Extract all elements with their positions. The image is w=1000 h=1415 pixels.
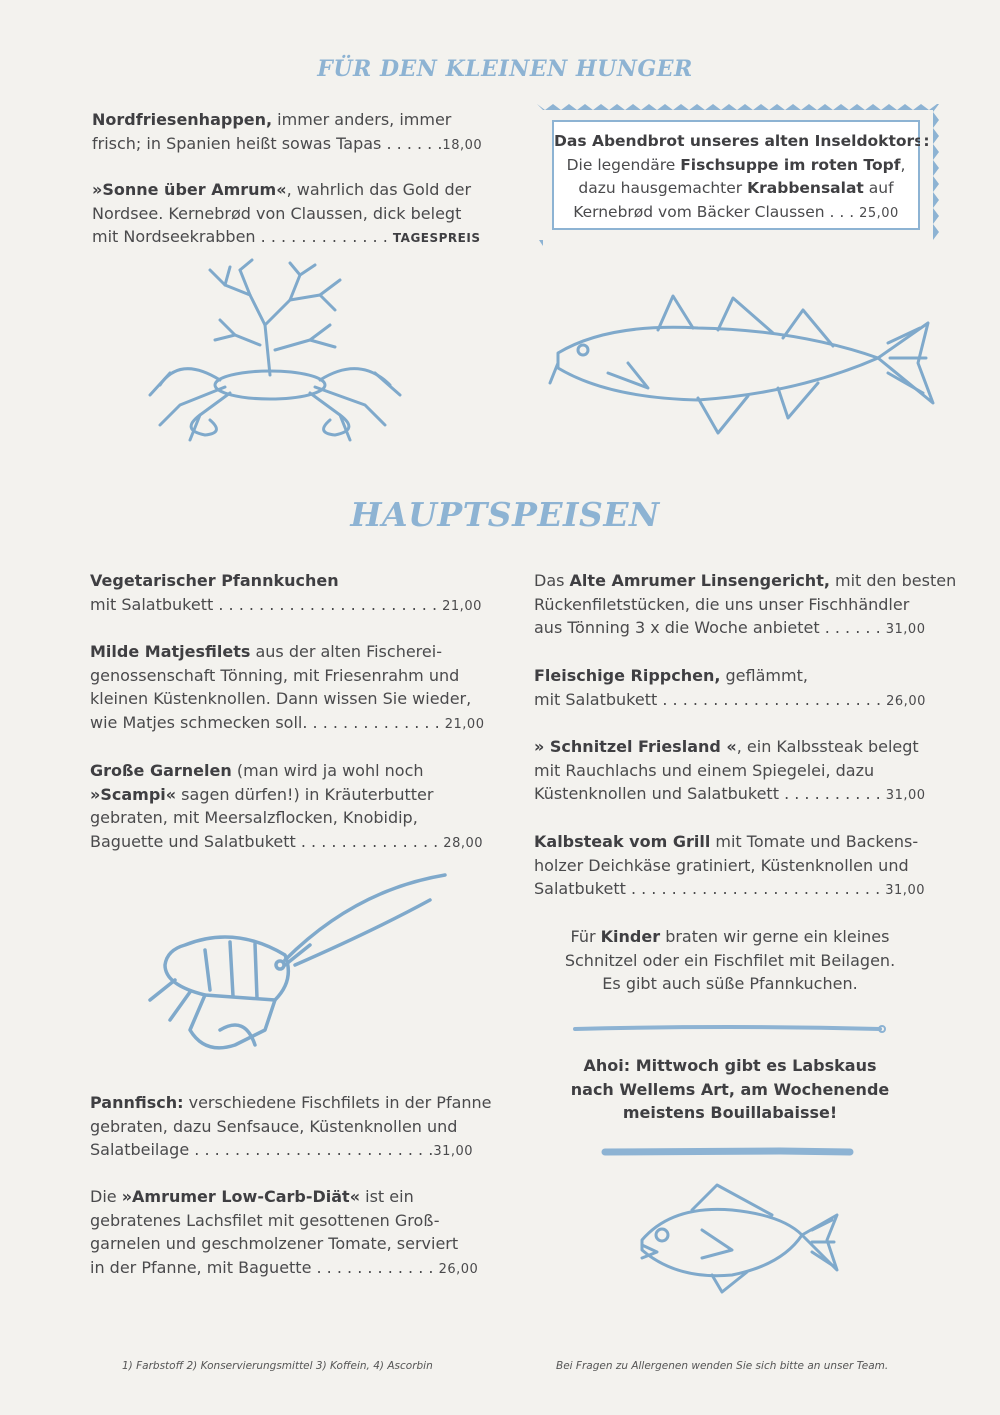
item-price: 31,00 — [433, 1144, 474, 1159]
item-price: 31,00 — [885, 788, 926, 803]
item-price: 26,00 — [886, 693, 926, 709]
item-price: 18,00 — [442, 137, 483, 153]
menu-item-grosse-garnelen: Große Garnelen (man wird ja wohl noch »Scampi« sagen dürfen!) in Kräuterbutter gebraten, mit Meersalzflocken, Knobidip, Baguette und Salatbukett . . . . . . . . . . . . . . 28,00 — [90, 761, 484, 851]
small-fish-illustration-icon — [632, 1180, 842, 1295]
divider-line-bold — [600, 1142, 860, 1162]
section-title-main: HAUPTSPEISEN — [350, 495, 660, 534]
menu-item-sonne-ueber-amrum: »Sonne über Amrum«, wahrlich das Gold der Nordsee. Kernebrød von Claussen, dick belegt mit Nordseekrabben . . . . . . . . . . . . . TAGESPREIS — [92, 180, 481, 246]
item-price: 28,00 — [443, 835, 484, 851]
item-name: Alte Amrumer Linsengericht, — [569, 571, 830, 590]
footer-allergens: Bei Fragen zu Allergenen wenden Sie sich bitte an unser Team. — [556, 1360, 889, 1372]
item-name: » Schnitzel Friesland « — [534, 737, 737, 756]
abendbrot-box: Das Abendbrot unseres alten Inseldoktors: Die legendäre Fischsuppe im roten Topf, dazu hausgemachter Krabbensalat auf Kernebrød vom Bäcker Claussen . . . 25,00 — [552, 120, 920, 230]
footer-additives: 1) Farbstoff 2) Konservierungsmittel 3) Koffein, 4) Ascorbin — [122, 1360, 433, 1372]
item-price: 21,00 — [442, 598, 482, 614]
item-price: 21,00 — [444, 716, 485, 732]
item-name: Kalbsteak vom Grill — [534, 832, 711, 851]
item-price: 25,00 — [859, 205, 899, 221]
menu-item-vegetarischer-pfannkuchen: Vegetarischer Pfannkuchen mit Salatbukett . . . . . . . . . . . . . . . . . . . . . . 21,00 — [90, 571, 482, 614]
fish-illustration-icon — [548, 288, 940, 453]
item-price: 31,00 — [885, 883, 925, 898]
menu-item-pannfisch: Pannfisch: verschiedene Fischfilets in der Pfanne gebraten, dazu Senfsauce, Küstenknollen und Salatbeilage . . . . . . . . . . . . . . . . . . . . . . . .31,00 — [90, 1093, 492, 1159]
menu-item-rippchen: Fleischige Rippchen, geflämmt, mit Salatbukett . . . . . . . . . . . . . . . . . . . . . . 26,00 — [534, 666, 926, 709]
menu-item-kalbsteak: Kalbsteak vom Grill mit Tomate und Backens- holzer Deichkäse gratiniert, Küstenknollen und Salatbukett . . . . . . . . . . . . . . . . . . . . . . . . . 31,00 — [534, 832, 925, 898]
divider-line — [570, 1022, 890, 1036]
item-name: Pannfisch: — [90, 1093, 184, 1112]
item-price: 31,00 — [885, 622, 926, 637]
crab-illustration-icon — [140, 255, 410, 450]
menu-item-matjesfilets: Milde Matjesfilets aus der alten Fischerei- genossenschaft Tönning, mit Friesenrahm und kleinen Küstenknollen. Dann wissen Sie wieder, wie Matjes schmecken soll. . . . . . . . . . . . . . 21,00 — [90, 642, 485, 732]
kinder-note: Für Kinder braten wir gerne ein kleines Schnitzel oder ein Fischfilet mit Beilagen. Es gibt auch süße Pfannkuchen. — [564, 927, 896, 993]
item-name: »Amrumer Low-Carb-Diät« — [121, 1187, 361, 1206]
item-name: »Sonne über Amrum« — [92, 180, 287, 199]
item-name: Nordfriesenhappen, — [92, 110, 273, 129]
item-name: Vegetarischer Pfannkuchen — [90, 571, 339, 590]
section-title-small: FÜR DEN KLEINEN HUNGER — [317, 56, 693, 82]
ahoi-note: Ahoi: Mittwoch gibt es Labskaus nach Wellems Art, am Wochenende meistens Bouillabaisse! — [570, 1056, 890, 1122]
item-price: 26,00 — [438, 1261, 479, 1277]
shrimp-illustration-icon — [145, 870, 450, 1060]
menu-item-linsengericht: Das Alte Amrumer Linsengericht, mit den besten Rückenfiletstücken, die uns unser Fischhändler aus Tönning 3 x die Woche anbietet . . . . . . 31,00 — [534, 571, 957, 637]
item-name: Große Garnelen — [90, 761, 232, 780]
menu-item-nordfriesenhappen: Nordfriesenhappen, immer anders, immer frisch; in Spanien heißt sowas Tapas . . . . . .18,00 — [92, 110, 483, 153]
menu-item-low-carb-diaet: Die »Amrumer Low-Carb-Diät« ist ein gebratenes Lachsfilet mit gesottenen Groß- garnelen und geschmolzener Tomate, serviert in der Pfanne, mit Baguette . . . . . . . . . . . . 26,00 — [90, 1187, 479, 1277]
item-name: Fleischige Rippchen, — [534, 666, 721, 685]
item-name: Milde Matjesfilets — [90, 642, 251, 661]
menu-item-schnitzel-friesland: » Schnitzel Friesland «, ein Kalbssteak belegt mit Rauchlachs und einem Spiegelei, dazu Küstenknollen und Salatbukett . . . . . . . . . . 31,00 — [534, 737, 926, 803]
item-price: TAGESPREIS — [392, 231, 481, 245]
